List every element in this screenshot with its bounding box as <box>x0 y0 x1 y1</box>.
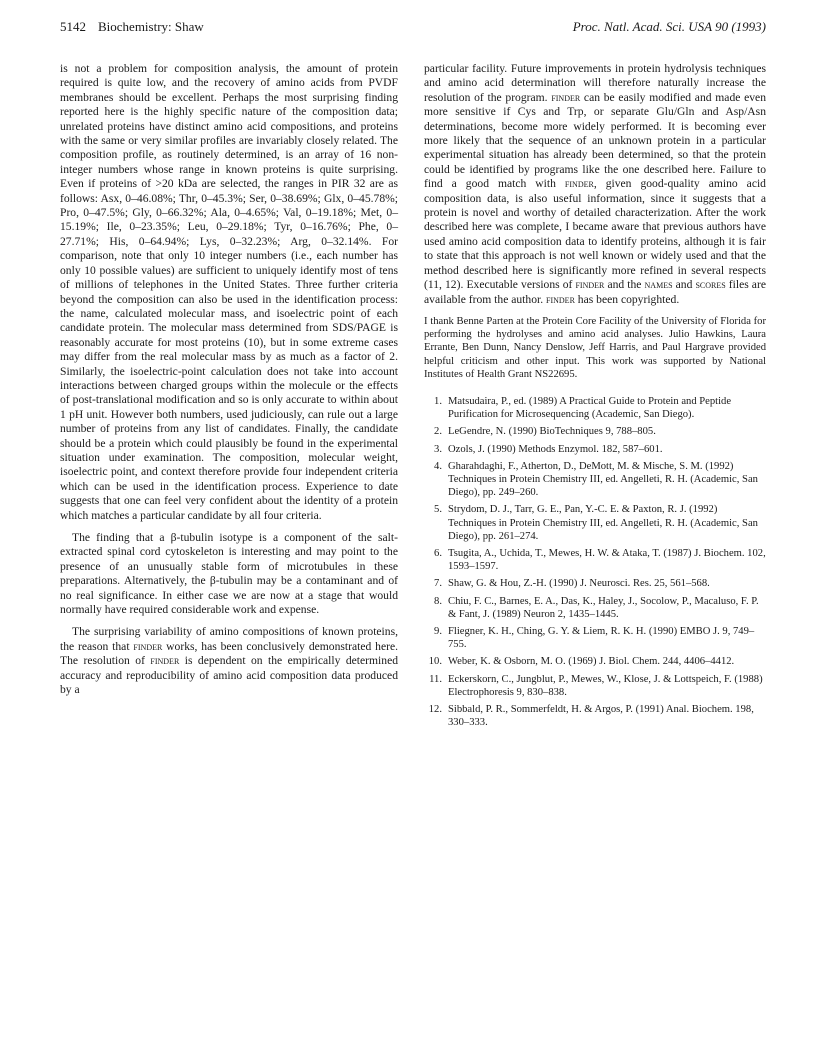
references-list <box>424 395 766 729</box>
body-paragraph: The finding that a β-tubulin isotype is a component of the salt-extracted spinal cord cytoskeleton is interesting and may point to the presence of an unusually stable form of microtubules in these preparations. Alternatively, the β-tubulin may be a contaminant and of no real significance. In either case we are now at a stage that would normally have required considerable work and expense. <box>60 531 398 617</box>
reference-item <box>424 547 766 573</box>
body-paragraph: particular facility. Future improvements in protein hydrolysis techniques and amino acid determination will therefore naturally increase the resolution of the program. finder can be easily modified and made even more sensitive if Cys and Trp, or separate Glu/Gln and Asp/Asn determinations, become more widely performed. It is becoming ever more likely that the sequence of an unknown protein in a particular experimental situation has already been determined, so that the protein could be identified by programs like the one described here. Failure to find a good match with finder, given good-quality amino acid composition data, is also useful information, since it suggests that a protein is novel and worthy of detailed characterization. After the work described here was complete, I became aware that previous authors have used amino acid composition data to identify proteins, although it is fair to state that this approach is not well known or widely used and that the method described here is significantly more refined in several respects (11, 12). Executable versions of finder and the names and scores files are available from the author. finder has been copyrighted. <box>424 62 767 306</box>
body-paragraph: The surprising variability of amino compositions of known proteins, the reason that finder works, has been conclusively demonstrated here. The resolution of finder is dependent on the empirically determined accuracy and reproducibility of amino acid composition data produced by a <box>60 625 399 697</box>
section-title: Biochemistry: Shaw <box>98 19 204 34</box>
program-name: finder <box>551 90 581 104</box>
reference-number: 5. <box>434 504 442 516</box>
header-left <box>60 18 204 36</box>
reference-number: 6. <box>434 547 442 559</box>
reference-text: Fliegner, K. H., Ching, G. Y. & Liem, R. K. H. (1990) EMBO J. 9, 749–755. <box>448 625 755 651</box>
program-name: finder <box>564 177 594 191</box>
program-name: finder <box>133 639 163 653</box>
reference-item <box>424 443 766 456</box>
file-name: scores <box>695 278 726 292</box>
reference-text: Eckerskorn, C., Jungblut, P., Mewes, W., Klose, J. & Lottspeich, F. (1988) Electrophoresis 9, 830–838. <box>448 673 763 698</box>
reference-text: Weber, K. & Osborn, M. O. (1969) J. Biol. Chem. 244, 4406–4412. <box>448 656 735 668</box>
reference-item <box>424 460 766 500</box>
reference-number: 3. <box>434 443 442 455</box>
reference-text: LeGendre, N. (1990) BioTechniques 9, 788–805. <box>448 426 656 438</box>
left-column <box>60 62 398 697</box>
reference-item <box>424 655 766 668</box>
body-paragraph: is not a problem for composition analysis, the amount of protein required is quite low, and the recovery of amino acids from PVDF membranes should be excellent. Perhaps the most surprising finding reported here is the highly specific nature of the composition data; unrelated proteins have distinct amino acid compositions, and proteins with the same or very similar profiles are invariably closely related. The composition profile, as routinely determined, is an array of 16 non-integer numbers whose range in known proteins is quite surprising. Even if proteins of >20 kDa are selected, the ranges in PIR 32 are as follows: Asx, 0–46.08%; Thr, 0–45.3%; Ser, 0–38.69%; Glx, 0–45.78%; Pro, 0–47.5%; Gly, 0–66.32%; Ala, 0–4.65%; Val, 0–19.18%; Met, 0–15.19%; Ile, 0–23.35%; Leu, 0–29.18%; Tyr, 0–16.76%; Phe, 0–27.71%; His, 0–64.94%; Lys, 0–32.23%; Arg, 0–32.14%. For comparison, note that only 10 integer numbers (i.e., each number has only 10 possible values) are sufficient to uniquely identify most of tens of millions of telephones in the United States. Three further criteria beyond the composition can also be used in the identification process: the name, calculated molecular mass, and isoelectric point of each candidate protein. The molecular mass determined from SDS/PAGE is reasonably accurate for most proteins (10), but in some extreme cases may differ from the real molecular mass by as much as a factor of 2. Similarly, the isoelectric-point calculation does not take into account interactions between charged groups within the molecule or the effects of post-translational modification and so is only accurate to within about 1 pH unit. However both numbers, used judiciously, can rule out a large number of proteins from any list of candidates. Finally, the candidate should be a protein which could plausibly be found in the experimental situation under examination. The composition, molecular weight, isoelectric point, and context therefore provide four independent criteria which can be used in the identification process. Experience to date suggests that one can feel very confident about the identity of a protein which matches a particular candidate by all four criteria. <box>60 62 398 522</box>
file-name: names <box>644 278 673 292</box>
reference-text: Strydom, D. J., Tarr, G. E., Pan, Y.-C. E. & Paxton, R. J. (1992) Techniques in Protein Chemistry III, ed. Angelleti, R. H. (Academic, San Diego), pp. 261–274. <box>448 504 758 542</box>
reference-item <box>424 673 766 699</box>
journal-citation: Proc. Natl. Acad. Sci. USA 90 (1993) <box>572 19 766 34</box>
program-name: finder <box>150 654 180 668</box>
reference-text: Tsugita, A., Uchida, T., Mewes, H. W. & Ataka, T. (1987) J. Biochem. 102, 1593–1597. <box>448 547 766 573</box>
reference-text: Ozols, J. (1990) Methods Enzymol. 182, 587–601. <box>448 443 663 455</box>
page-number: 5142 <box>60 19 86 34</box>
reference-number: 9. <box>434 625 442 637</box>
reference-number: 11. <box>429 673 442 685</box>
reference-number: 7. <box>434 578 442 590</box>
reference-item <box>424 577 766 590</box>
right-column <box>424 62 766 733</box>
reference-text: Matsudaira, P., ed. (1989) A Practical Guide to Protein and Peptide Purification for Microsequencing (Academic, San Diego). <box>448 395 732 421</box>
reference-number: 8. <box>434 595 442 607</box>
reference-item <box>424 503 766 543</box>
reference-item <box>424 595 766 621</box>
reference-item <box>424 703 766 729</box>
running-header <box>60 18 766 38</box>
reference-item <box>424 395 766 421</box>
reference-number: 2. <box>434 426 442 438</box>
reference-item <box>424 625 766 651</box>
reference-number: 1. <box>434 395 442 407</box>
reference-text: Shaw, G. & Hou, Z.-H. (1990) J. Neurosci. Res. 25, 561–568. <box>448 578 710 590</box>
reference-text: Gharahdaghi, F., Atherton, D., DeMott, M. & Mische, S. M. (1992) Techniques in Protein Chemistry III, ed. Angelleti, R. H. (Academic, San Diego), pp. 249–260. <box>448 460 758 499</box>
reference-number: 4. <box>434 460 442 472</box>
reference-item <box>424 425 766 438</box>
reference-text: Sibbald, P. R., Sommerfeldt, H. & Argos, P. (1991) Anal. Biochem. 198, 330–333. <box>448 703 754 729</box>
acknowledgment: I thank Benne Parten at the Protein Core Facility of the University of Florida for performing the hydrolyses and amino acid analyses. Julio Hawkins, Laura Errante, Ben Dunn, Nancy Denslow, Jeff Harris, and Paul Hargrave provided helpful criticism and other input. This work was supported by National Institutes of Health Grant NS22695. <box>424 315 766 380</box>
program-name: finder <box>546 292 575 306</box>
reference-text: Chiu, F. C., Barnes, E. A., Das, K., Haley, J., Socolow, P., Macaluso, F. P. & Fant, J. (1989) Neuron 2, 1435–1445. <box>448 595 759 620</box>
program-name: finder <box>575 278 605 292</box>
reference-number: 10. <box>428 656 442 668</box>
reference-number: 12. <box>428 703 442 715</box>
